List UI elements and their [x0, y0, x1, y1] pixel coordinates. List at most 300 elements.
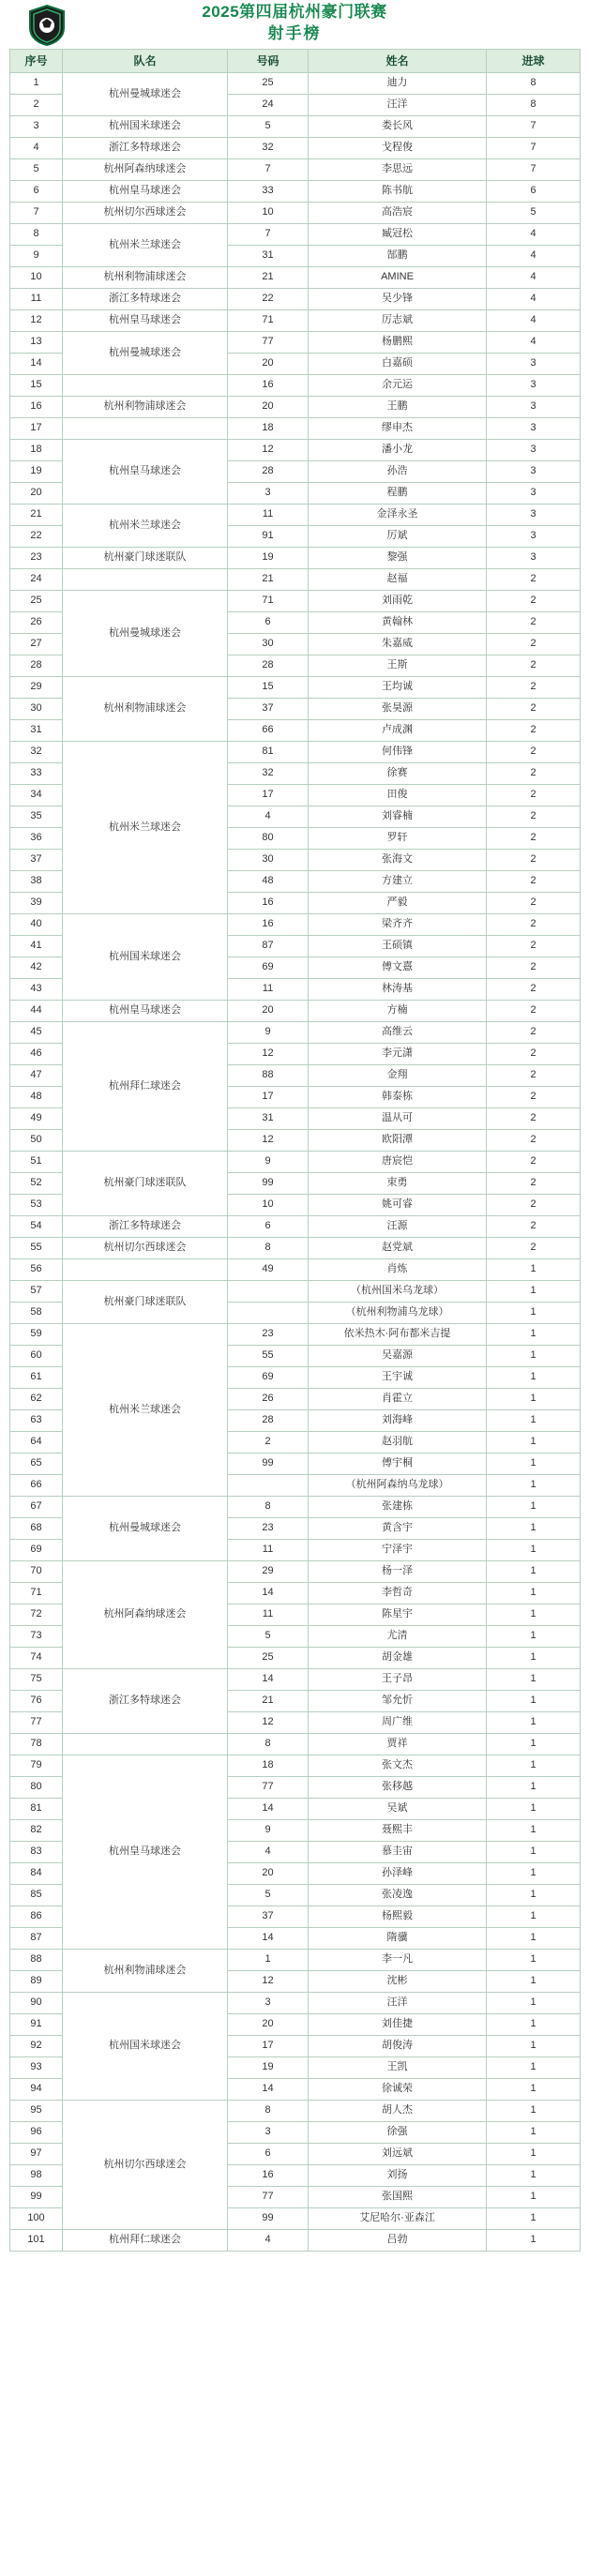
- cell-rank: 90: [10, 1993, 63, 2014]
- cell-player-name: 姚可睿: [309, 1195, 487, 1216]
- cell-goals: 1: [487, 1454, 581, 1475]
- cell-number: 87: [228, 936, 309, 957]
- cell-goals: 3: [487, 440, 581, 461]
- cell-goals: 1: [487, 1734, 581, 1755]
- cell-player-name: 王子昂: [309, 1669, 487, 1691]
- cell-goals: 2: [487, 1216, 581, 1238]
- column-header-number: 号码: [228, 50, 309, 73]
- cell-rank: 34: [10, 785, 63, 806]
- table-row: [10, 1324, 581, 1346]
- cell-goals: 1: [487, 1604, 581, 1626]
- cell-goals: 2: [487, 850, 581, 871]
- cell-number: 16: [228, 893, 309, 914]
- cell-player-name: 刘扬: [309, 2165, 487, 2187]
- cell-number: 25: [228, 1648, 309, 1669]
- cell-rank: 42: [10, 957, 63, 979]
- table-row: [10, 1022, 581, 1044]
- cell-number: 29: [228, 1561, 309, 1583]
- cell-goals: 1: [487, 2057, 581, 2079]
- cell-number: 33: [228, 181, 309, 203]
- cell-number: 31: [228, 1108, 309, 1130]
- cell-number: 3: [228, 1993, 309, 2014]
- cell-goals: 2: [487, 806, 581, 828]
- cell-rank: 100: [10, 2208, 63, 2230]
- table-row: [10, 569, 581, 591]
- cell-number: 17: [228, 2036, 309, 2057]
- cell-goals: 1: [487, 2230, 581, 2252]
- cell-number: 28: [228, 1410, 309, 1432]
- cell-team: 浙江多特球迷会: [63, 138, 228, 159]
- cell-goals: 1: [487, 1410, 581, 1432]
- cell-player-name: 王宇诚: [309, 1367, 487, 1389]
- cell-player-name: 唐宸恺: [309, 1152, 487, 1173]
- cell-number: 6: [228, 612, 309, 634]
- cell-rank: 28: [10, 655, 63, 677]
- cell-number: 37: [228, 1906, 309, 1928]
- cell-number: 30: [228, 850, 309, 871]
- cell-player-name: 黄含宇: [309, 1518, 487, 1540]
- cell-number: 23: [228, 1324, 309, 1346]
- cell-player-name: 艾尼哈尔·亚森江: [309, 2208, 487, 2230]
- cell-rank: 98: [10, 2165, 63, 2187]
- cell-rank: 18: [10, 440, 63, 461]
- cell-goals: 2: [487, 893, 581, 914]
- cell-player-name: 汪洋: [309, 95, 487, 116]
- scorers-table: [9, 49, 581, 2252]
- cell-rank: 22: [10, 526, 63, 548]
- cell-team: 杭州切尔西球迷会: [63, 1238, 228, 1259]
- cell-player-name: 王斯: [309, 655, 487, 677]
- cell-number: 30: [228, 634, 309, 655]
- page-title: 2025第四届杭州豪门联赛: [202, 3, 387, 22]
- cell-goals: 1: [487, 1712, 581, 1734]
- cell-goals: 2: [487, 979, 581, 1001]
- cell-player-name: 林涛基: [309, 979, 487, 1001]
- cell-goals: 2: [487, 957, 581, 979]
- cell-rank: 24: [10, 569, 63, 591]
- cell-number: 88: [228, 1065, 309, 1087]
- cell-goals: 7: [487, 159, 581, 181]
- cell-player-name: 王鹏: [309, 397, 487, 418]
- cell-team: 杭州米兰球迷会: [63, 505, 228, 548]
- cell-rank: 76: [10, 1691, 63, 1712]
- cell-team: 杭州国米球迷会: [63, 116, 228, 138]
- cell-number: 77: [228, 1777, 309, 1799]
- cell-player-name: 金泽永圣: [309, 505, 487, 526]
- cell-number: 4: [228, 2230, 309, 2252]
- cell-team: 杭州皇马球迷会: [63, 440, 228, 505]
- cell-number: 77: [228, 2187, 309, 2208]
- cell-rank: 94: [10, 2079, 63, 2101]
- cell-rank: 26: [10, 612, 63, 634]
- cell-rank: 4: [10, 138, 63, 159]
- cell-goals: 3: [487, 548, 581, 569]
- cell-goals: 3: [487, 526, 581, 548]
- cell-number: 16: [228, 2165, 309, 2187]
- cell-goals: 1: [487, 1346, 581, 1367]
- cell-player-name: 迪力: [309, 73, 487, 95]
- cell-number: 11: [228, 979, 309, 1001]
- cell-rank: 35: [10, 806, 63, 828]
- cell-player-name: 娄长风: [309, 116, 487, 138]
- table-row: [10, 397, 581, 418]
- cell-rank: 67: [10, 1497, 63, 1518]
- cell-player-name: 陈书航: [309, 181, 487, 203]
- cell-rank: 46: [10, 1044, 63, 1065]
- cell-rank: 29: [10, 677, 63, 699]
- cell-rank: 7: [10, 203, 63, 224]
- cell-player-name: 刘海峰: [309, 1410, 487, 1432]
- cell-player-name: 戈程俊: [309, 138, 487, 159]
- cell-rank: 15: [10, 375, 63, 397]
- cell-number: 4: [228, 806, 309, 828]
- cell-goals: 4: [487, 289, 581, 310]
- cell-team: [63, 569, 228, 591]
- cell-goals: 2: [487, 1152, 581, 1173]
- cell-player-name: AMINE: [309, 267, 487, 289]
- cell-rank: 57: [10, 1281, 63, 1303]
- cell-player-name: 臧冠松: [309, 224, 487, 246]
- cell-rank: 37: [10, 850, 63, 871]
- cell-rank: 88: [10, 1950, 63, 1971]
- cell-team: 浙江多特球迷会: [63, 1669, 228, 1734]
- cell-team: 杭州曼城球迷会: [63, 1497, 228, 1561]
- cell-team: 杭州皇马球迷会: [63, 181, 228, 203]
- cell-player-name: 贾祥: [309, 1734, 487, 1755]
- cell-player-name: 方楠: [309, 1001, 487, 1022]
- table-row: [10, 2101, 581, 2122]
- cell-number: 16: [228, 914, 309, 936]
- cell-number: [228, 1281, 309, 1303]
- cell-number: 11: [228, 505, 309, 526]
- table-row: [10, 1281, 581, 1303]
- cell-number: 12: [228, 1712, 309, 1734]
- cell-player-name: 刘佳捷: [309, 2014, 487, 2036]
- cell-number: 20: [228, 354, 309, 375]
- cell-player-name: 徐诚荣: [309, 2079, 487, 2101]
- cell-player-name: 赵福: [309, 569, 487, 591]
- cell-number: 55: [228, 1346, 309, 1367]
- cell-rank: 59: [10, 1324, 63, 1346]
- cell-team: [63, 418, 228, 440]
- table-row: [10, 591, 581, 612]
- cell-goals: 2: [487, 1044, 581, 1065]
- cell-player-name: 梁齐齐: [309, 914, 487, 936]
- cell-goals: 2: [487, 655, 581, 677]
- table-row: [10, 418, 581, 440]
- cell-rank: 87: [10, 1928, 63, 1950]
- table-row: [10, 1497, 581, 1518]
- cell-player-name: 张移越: [309, 1777, 487, 1799]
- cell-goals: 1: [487, 1303, 581, 1324]
- cell-rank: 97: [10, 2144, 63, 2165]
- table-row: [10, 267, 581, 289]
- cell-goals: 3: [487, 397, 581, 418]
- cell-rank: 92: [10, 2036, 63, 2057]
- cell-rank: 2: [10, 95, 63, 116]
- cell-player-name: 厉志斌: [309, 310, 487, 332]
- cell-goals: 1: [487, 1583, 581, 1604]
- cell-rank: 12: [10, 310, 63, 332]
- cell-goals: 2: [487, 1238, 581, 1259]
- cell-goals: 1: [487, 1259, 581, 1281]
- cell-number: 20: [228, 2014, 309, 2036]
- cell-player-name: 何伟锋: [309, 742, 487, 763]
- cell-number: 15: [228, 677, 309, 699]
- cell-goals: 7: [487, 116, 581, 138]
- cell-number: 28: [228, 655, 309, 677]
- cell-number: 25: [228, 73, 309, 95]
- cell-rank: 9: [10, 246, 63, 267]
- cell-number: 18: [228, 418, 309, 440]
- cell-team: 杭州国米球迷会: [63, 914, 228, 1001]
- cell-player-name: 傅文憙: [309, 957, 487, 979]
- cell-rank: 50: [10, 1130, 63, 1152]
- cell-goals: 1: [487, 1432, 581, 1454]
- cell-number: 9: [228, 1022, 309, 1044]
- cell-number: 18: [228, 1755, 309, 1777]
- cell-rank: 89: [10, 1971, 63, 1993]
- table-row: [10, 375, 581, 397]
- cell-rank: 16: [10, 397, 63, 418]
- cell-player-name: 徐赛: [309, 763, 487, 785]
- cell-number: 14: [228, 1583, 309, 1604]
- table-row: [10, 440, 581, 461]
- cell-rank: 20: [10, 483, 63, 505]
- cell-player-name: 慕圭宙: [309, 1842, 487, 1863]
- cell-player-name: 肖炼: [309, 1259, 487, 1281]
- cell-rank: 10: [10, 267, 63, 289]
- cell-goals: 1: [487, 2101, 581, 2122]
- cell-team: 杭州利物浦球迷会: [63, 397, 228, 418]
- cell-goals: 1: [487, 2122, 581, 2144]
- cell-rank: 31: [10, 720, 63, 742]
- cell-goals: 4: [487, 310, 581, 332]
- cell-rank: 72: [10, 1604, 63, 1626]
- cell-player-name: 金翔: [309, 1065, 487, 1087]
- cell-goals: 1: [487, 2187, 581, 2208]
- table-row: [10, 548, 581, 569]
- cell-team: 杭州阿森纳球迷会: [63, 159, 228, 181]
- cell-goals: 2: [487, 699, 581, 720]
- page-subtitle: 射手榜: [267, 24, 322, 42]
- cell-goals: 1: [487, 1993, 581, 2014]
- cell-player-name: 罗轩: [309, 828, 487, 850]
- cell-number: 80: [228, 828, 309, 850]
- cell-number: 66: [228, 720, 309, 742]
- cell-rank: 99: [10, 2187, 63, 2208]
- cell-rank: 71: [10, 1583, 63, 1604]
- cell-player-name: 严毅: [309, 893, 487, 914]
- cell-number: 99: [228, 1454, 309, 1475]
- cell-team: 杭州豪门球迷联队: [63, 1152, 228, 1216]
- cell-team: 杭州米兰球迷会: [63, 1324, 228, 1497]
- cell-goals: 8: [487, 95, 581, 116]
- cell-goals: 2: [487, 634, 581, 655]
- cell-goals: 2: [487, 1173, 581, 1195]
- cell-goals: 1: [487, 2208, 581, 2230]
- cell-rank: 56: [10, 1259, 63, 1281]
- cell-number: 28: [228, 461, 309, 483]
- cell-number: 14: [228, 2079, 309, 2101]
- cell-team: 浙江多特球迷会: [63, 1216, 228, 1238]
- cell-goals: 1: [487, 1669, 581, 1691]
- cell-number: 8: [228, 1497, 309, 1518]
- cell-number: 71: [228, 310, 309, 332]
- cell-number: 32: [228, 763, 309, 785]
- cell-player-name: 白嘉硕: [309, 354, 487, 375]
- table-header-row: [10, 50, 581, 73]
- cell-number: 3: [228, 2122, 309, 2144]
- cell-rank: 60: [10, 1346, 63, 1367]
- cell-goals: 1: [487, 1626, 581, 1648]
- cell-rank: 3: [10, 116, 63, 138]
- cell-goals: 2: [487, 742, 581, 763]
- cell-player-name: 张海文: [309, 850, 487, 871]
- cell-number: 20: [228, 397, 309, 418]
- cell-player-name: 汪源: [309, 1216, 487, 1238]
- cell-rank: 33: [10, 763, 63, 785]
- cell-goals: 1: [487, 1497, 581, 1518]
- cell-goals: 1: [487, 2079, 581, 2101]
- cell-goals: 1: [487, 2014, 581, 2036]
- cell-player-name: 黄翰林: [309, 612, 487, 634]
- cell-team: 杭州国米球迷会: [63, 1993, 228, 2101]
- cell-goals: 2: [487, 591, 581, 612]
- cell-rank: 84: [10, 1863, 63, 1885]
- cell-goals: 1: [487, 1648, 581, 1669]
- cell-player-name: 刘远斌: [309, 2144, 487, 2165]
- cell-team: 杭州米兰球迷会: [63, 742, 228, 914]
- cell-rank: 47: [10, 1065, 63, 1087]
- cell-player-name: 肖霍立: [309, 1389, 487, 1410]
- cell-goals: 1: [487, 2036, 581, 2057]
- cell-number: 12: [228, 1044, 309, 1065]
- cell-rank: 44: [10, 1001, 63, 1022]
- cell-rank: 19: [10, 461, 63, 483]
- cell-goals: 3: [487, 461, 581, 483]
- cell-player-name: 束勇: [309, 1173, 487, 1195]
- cell-rank: 45: [10, 1022, 63, 1044]
- cell-rank: 91: [10, 2014, 63, 2036]
- cell-number: 12: [228, 1971, 309, 1993]
- cell-team: 杭州切尔西球迷会: [63, 203, 228, 224]
- cell-team: 杭州切尔西球迷会: [63, 2101, 228, 2230]
- cell-goals: 6: [487, 181, 581, 203]
- table-row: [10, 332, 581, 354]
- cell-player-name: 田俊: [309, 785, 487, 806]
- cell-goals: 1: [487, 1950, 581, 1971]
- cell-player-name: 胡俊涛: [309, 2036, 487, 2057]
- cell-team: 杭州拜仁球迷会: [63, 2230, 228, 2252]
- cell-goals: 7: [487, 138, 581, 159]
- cell-number: 8: [228, 1238, 309, 1259]
- cell-player-name: 杨熙毅: [309, 1906, 487, 1928]
- cell-number: 6: [228, 1216, 309, 1238]
- table-row: [10, 138, 581, 159]
- cell-number: 91: [228, 526, 309, 548]
- cell-number: 17: [228, 785, 309, 806]
- cell-goals: 2: [487, 1108, 581, 1130]
- cell-player-name: 胡金雄: [309, 1648, 487, 1669]
- table-row: [10, 1152, 581, 1173]
- cell-rank: 38: [10, 871, 63, 893]
- table-row: [10, 203, 581, 224]
- cell-goals: 2: [487, 1130, 581, 1152]
- cell-goals: 2: [487, 914, 581, 936]
- cell-rank: 30: [10, 699, 63, 720]
- cell-number: 69: [228, 1367, 309, 1389]
- cell-number: 7: [228, 224, 309, 246]
- cell-goals: 2: [487, 871, 581, 893]
- table-row: [10, 2230, 581, 2252]
- cell-rank: 82: [10, 1820, 63, 1842]
- cell-number: 21: [228, 1691, 309, 1712]
- cell-goals: 1: [487, 1906, 581, 1928]
- table-row: [10, 742, 581, 763]
- cell-player-name: 余元运: [309, 375, 487, 397]
- cell-number: 81: [228, 742, 309, 763]
- cell-goals: 2: [487, 677, 581, 699]
- table-row: [10, 1950, 581, 1971]
- cell-goals: 1: [487, 1367, 581, 1389]
- cell-goals: 1: [487, 1281, 581, 1303]
- cell-rank: 78: [10, 1734, 63, 1755]
- cell-number: 3: [228, 483, 309, 505]
- cell-player-name: 杨鹏熙: [309, 332, 487, 354]
- cell-team: 杭州皇马球迷会: [63, 1755, 228, 1950]
- cell-rank: 1: [10, 73, 63, 95]
- cell-rank: 74: [10, 1648, 63, 1669]
- cell-goals: 2: [487, 763, 581, 785]
- cell-number: 37: [228, 699, 309, 720]
- cell-rank: 8: [10, 224, 63, 246]
- cell-rank: 11: [10, 289, 63, 310]
- cell-team: 杭州曼城球迷会: [63, 591, 228, 677]
- cell-number: 11: [228, 1540, 309, 1561]
- cell-team: 杭州曼城球迷会: [63, 332, 228, 375]
- cell-player-name: 温从可: [309, 1108, 487, 1130]
- cell-player-name: （杭州阿森纳乌龙球）: [309, 1475, 487, 1497]
- cell-number: 8: [228, 2101, 309, 2122]
- cell-player-name: 韩泰栋: [309, 1087, 487, 1108]
- column-header-goals: 进球: [487, 50, 581, 73]
- cell-number: 69: [228, 957, 309, 979]
- cell-goals: 1: [487, 1755, 581, 1777]
- cell-player-name: 黎强: [309, 548, 487, 569]
- title-block: [0, 2, 589, 45]
- cell-goals: 2: [487, 936, 581, 957]
- table-row: [10, 505, 581, 526]
- cell-team: 杭州豪门球迷联队: [63, 548, 228, 569]
- cell-player-name: 徐强: [309, 2122, 487, 2144]
- cell-player-name: 吴斌: [309, 1799, 487, 1820]
- cell-goals: 1: [487, 1971, 581, 1993]
- cell-number: 77: [228, 332, 309, 354]
- cell-goals: 2: [487, 1001, 581, 1022]
- cell-player-name: 李思远: [309, 159, 487, 181]
- cell-number: 10: [228, 203, 309, 224]
- cell-goals: 1: [487, 1885, 581, 1906]
- cell-number: 8: [228, 1734, 309, 1755]
- cell-number: 7: [228, 159, 309, 181]
- cell-goals: 1: [487, 1475, 581, 1497]
- scorers-table-body: [10, 73, 581, 2252]
- table-row: [10, 1755, 581, 1777]
- cell-rank: 14: [10, 354, 63, 375]
- cell-rank: 13: [10, 332, 63, 354]
- cell-rank: 96: [10, 2122, 63, 2144]
